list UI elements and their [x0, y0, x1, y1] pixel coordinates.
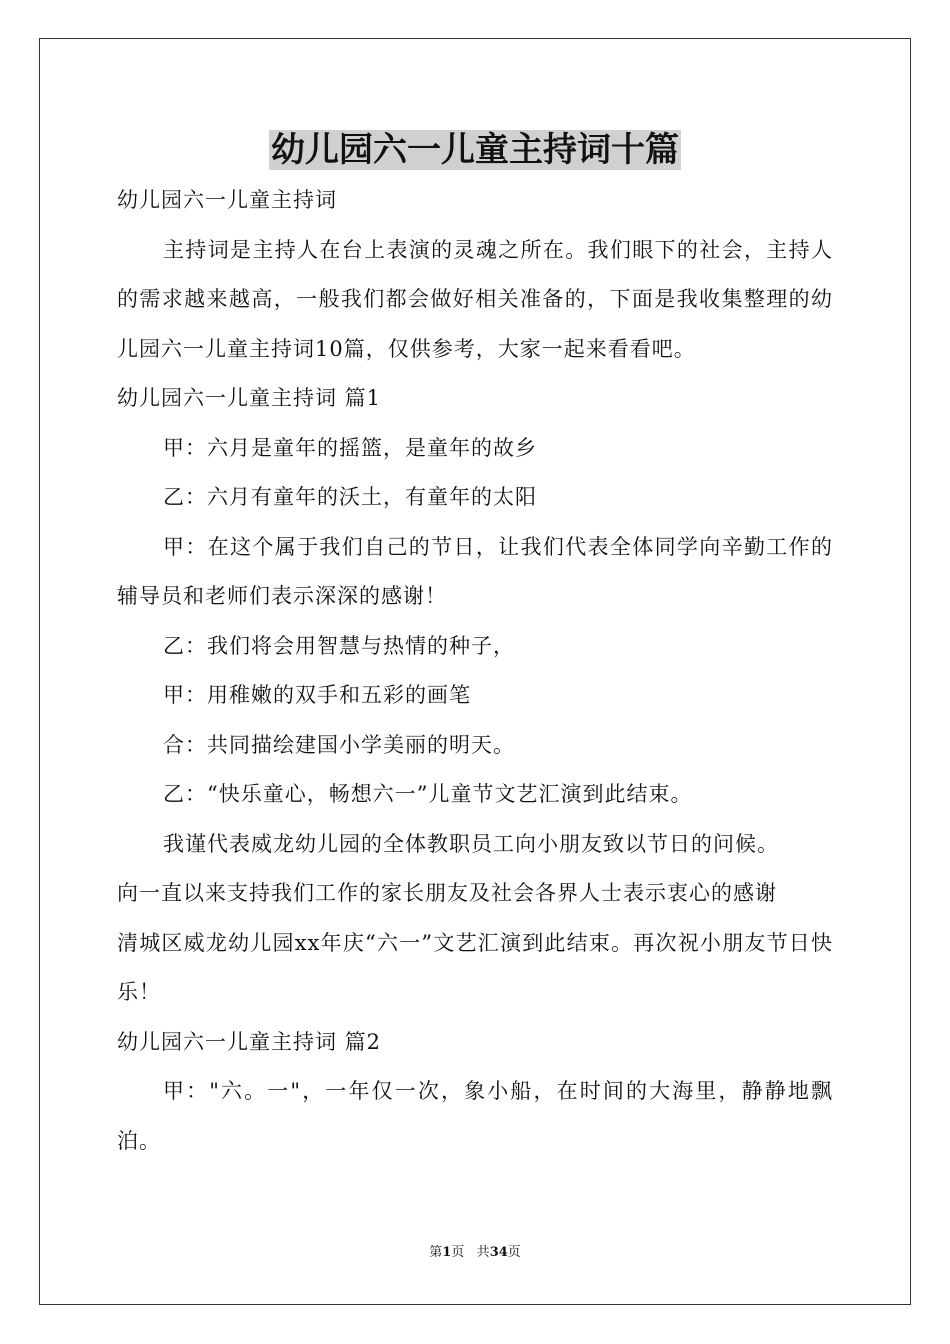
- page-suffix: 页: [451, 1245, 465, 1260]
- page-footer: [0, 1244, 950, 1262]
- total-prefix: 共: [476, 1245, 490, 1260]
- paragraph-line: 清城区威龙幼儿园xx年庆“六一”文艺汇演到此结束。再次祝小朋友节日快乐！: [117, 930, 833, 1004]
- section-heading-1: 幼儿园六一儿童主持词 篇1: [117, 386, 382, 410]
- paragraph-line: 甲：在这个属于我们自己的节日，让我们代表全体同学向辛勤工作的辅导员和老师们表示深深的感谢！: [117, 534, 833, 608]
- paragraph-line: 乙：我们将会用智慧与热情的种子，: [163, 633, 515, 658]
- paragraph-subheading: 幼儿园六一儿童主持词: [117, 188, 337, 212]
- paragraph-line: 甲："六。一"，一年仅一次，象小船，在时间的大海里，静静地飘泊。: [117, 1079, 833, 1153]
- paragraph-line: 我谨代表威龙幼儿园的全体教职员工向小朋友致以节日的问候。: [163, 831, 779, 856]
- paragraph-intro: 主持词是主持人在台上表演的灵魂之所在。我们眼下的社会，主持人的需求越来越高，一般我们都会做好相关准备的，下面是我收集整理的幼儿园六一儿童主持词10篇，仅供参考，大家一起来看看吧。: [117, 237, 833, 361]
- paragraph-line: 乙：六月有童年的沃土，有童年的太阳: [163, 485, 537, 509]
- paragraph-line: 合：共同描绘建国小学美丽的明天。: [163, 732, 515, 757]
- document-body: [117, 176, 833, 1166]
- page-number: 1: [442, 1245, 452, 1260]
- page-prefix: 第: [429, 1245, 443, 1260]
- total-pages: 34: [489, 1245, 508, 1260]
- total-suffix: 页: [507, 1245, 521, 1260]
- section-heading-2: 幼儿园六一儿童主持词 篇2: [117, 1029, 382, 1054]
- document-title: [0, 126, 950, 174]
- paragraph-line: 乙：“快乐童心，畅想六一”儿童节文艺汇演到此结束。: [163, 782, 693, 806]
- paragraph-line: 甲：六月是童年的摇篮，是童年的故乡: [163, 435, 537, 460]
- document-title-text: 幼儿园六一儿童主持词十篇: [271, 130, 679, 170]
- paragraph-line: 向一直以来支持我们工作的家长朋友及社会各界人士表示衷心的感谢: [117, 881, 777, 905]
- paragraph-line: 甲：用稚嫩的双手和五彩的画笔: [163, 683, 471, 707]
